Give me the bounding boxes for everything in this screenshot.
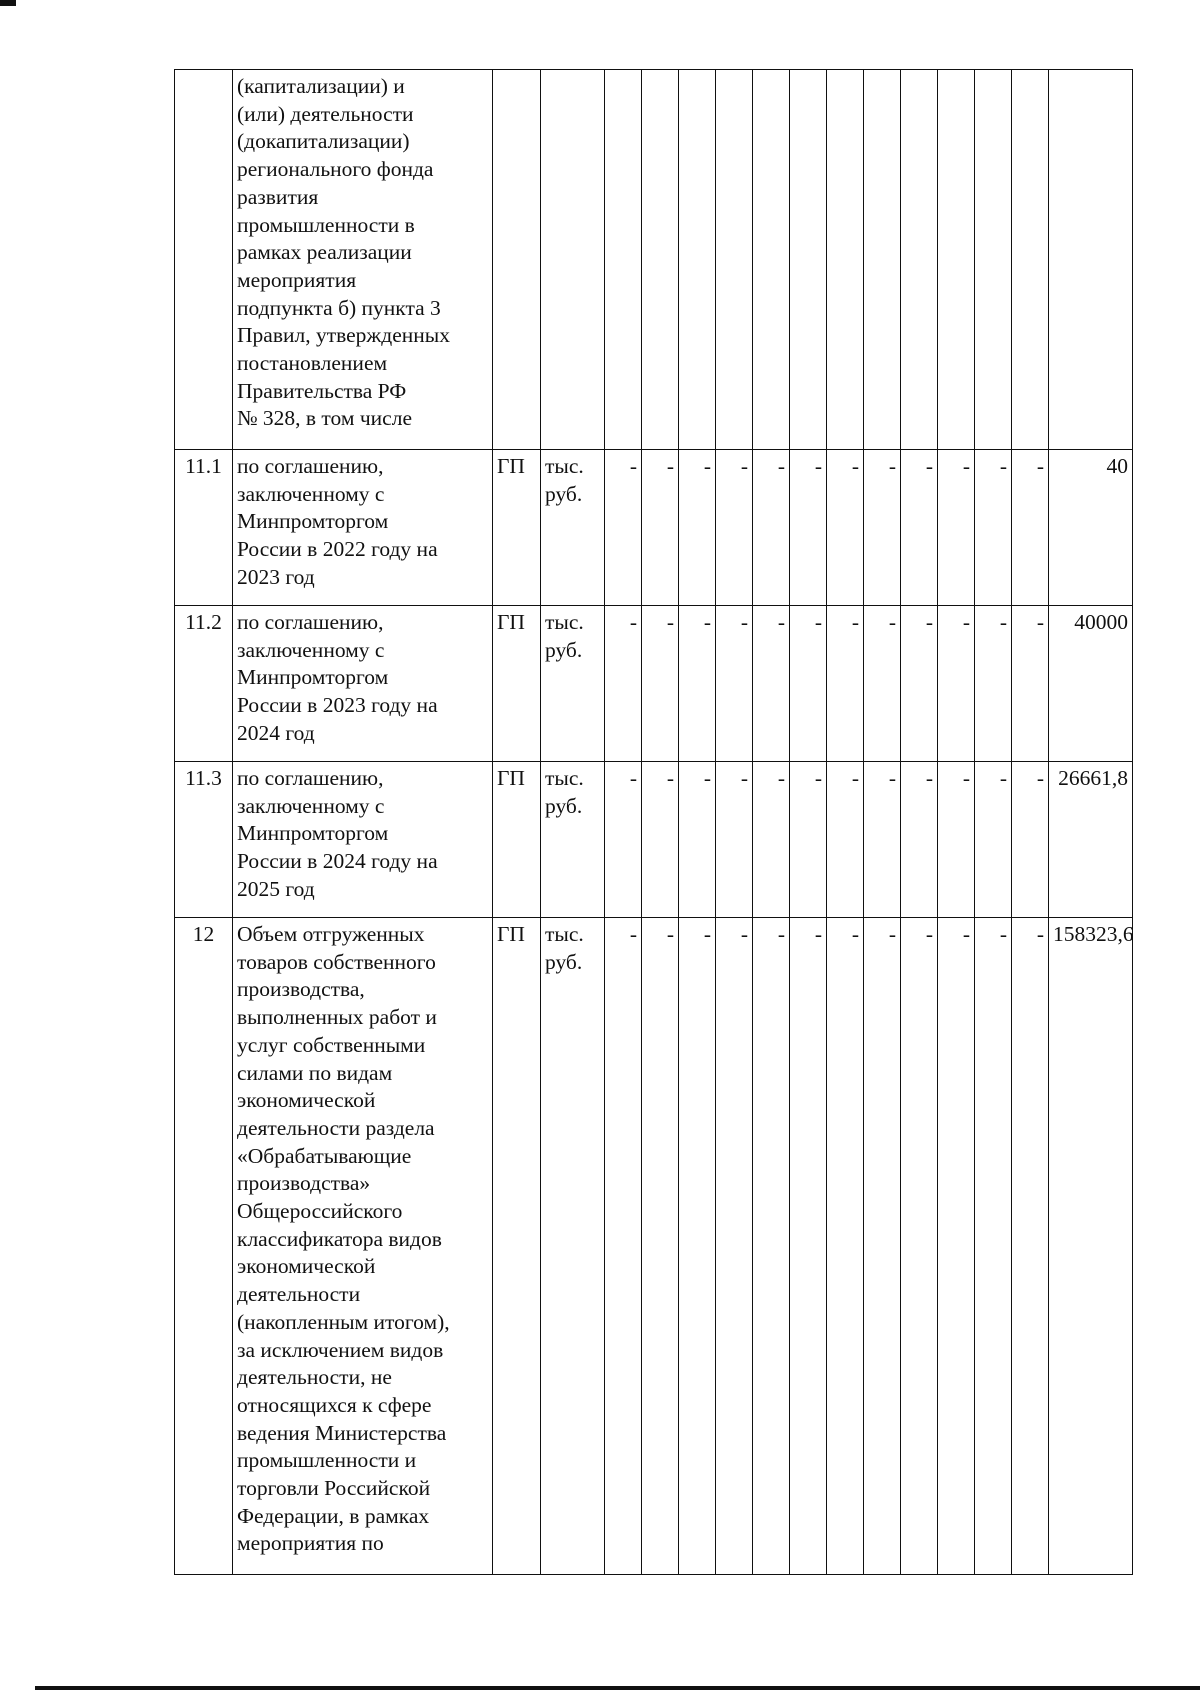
indicator-description: по соглашению, заключенному с Минпромторгом России в 2024 году на 2025 год bbox=[233, 762, 493, 918]
table-row bbox=[175, 70, 1133, 450]
period-value-cell: - bbox=[642, 606, 679, 762]
unit-of-measure: тыс. руб. bbox=[541, 606, 605, 762]
period-value-cell: - bbox=[753, 450, 790, 606]
table-row bbox=[175, 606, 1133, 762]
period-value-cell bbox=[716, 70, 753, 450]
period-value-cell: - bbox=[901, 450, 938, 606]
period-value-cell: - bbox=[679, 450, 716, 606]
row-number: 11.2 bbox=[175, 606, 233, 762]
period-value-cell: - bbox=[827, 450, 864, 606]
period-value-cell: - bbox=[975, 450, 1012, 606]
period-value-cell: - bbox=[901, 762, 938, 918]
total-value: 26661,8 bbox=[1049, 762, 1133, 918]
period-value-cell: - bbox=[716, 450, 753, 606]
period-value-cell: - bbox=[975, 918, 1012, 1575]
period-value-cell: - bbox=[1012, 450, 1049, 606]
total-value: 40 bbox=[1049, 450, 1133, 606]
indicator-description: по соглашению, заключенному с Минпромторгом России в 2022 году на 2023 год bbox=[233, 450, 493, 606]
indicator-description: Объем отгруженных товаров собственного производства, выполненных работ и услуг собственными силами по видам экономической деятельности раздела «Обрабатывающие производства» Общероссийского классификатора видов экономической деятельности (накопленным итогом), за исключением видов деятельности, не относящихся к сфере ведения Министерства промышленности и торговли Российской Федерации, в рамках мероприятия по bbox=[233, 918, 493, 1575]
period-value-cell: - bbox=[1012, 918, 1049, 1575]
row-number: 12 bbox=[175, 918, 233, 1575]
period-value-cell bbox=[827, 70, 864, 450]
responsible-code: ГП bbox=[493, 606, 541, 762]
period-value-cell bbox=[901, 70, 938, 450]
period-value-cell: - bbox=[679, 762, 716, 918]
row-number bbox=[175, 70, 233, 450]
period-value-cell bbox=[975, 70, 1012, 450]
period-value-cell: - bbox=[679, 918, 716, 1575]
period-value-cell: - bbox=[605, 450, 642, 606]
period-value-cell: - bbox=[642, 762, 679, 918]
period-value-cell: - bbox=[938, 762, 975, 918]
period-value-cell: - bbox=[827, 762, 864, 918]
period-value-cell bbox=[864, 70, 901, 450]
period-value-cell: - bbox=[864, 918, 901, 1575]
row-number: 11.3 bbox=[175, 762, 233, 918]
period-value-cell: - bbox=[1012, 606, 1049, 762]
period-value-cell: - bbox=[605, 606, 642, 762]
unit-of-measure: тыс. руб. bbox=[541, 450, 605, 606]
period-value-cell bbox=[1012, 70, 1049, 450]
responsible-code: ГП bbox=[493, 450, 541, 606]
period-value-cell: - bbox=[642, 918, 679, 1575]
period-value-cell bbox=[938, 70, 975, 450]
total-value: 40000 bbox=[1049, 606, 1133, 762]
total-value bbox=[1049, 70, 1133, 450]
responsible-code bbox=[493, 70, 541, 450]
period-value-cell bbox=[642, 70, 679, 450]
period-value-cell: - bbox=[753, 762, 790, 918]
period-value-cell: - bbox=[605, 918, 642, 1575]
period-value-cell bbox=[790, 70, 827, 450]
total-value: 158323,6 bbox=[1049, 918, 1133, 1575]
period-value-cell: - bbox=[605, 762, 642, 918]
period-value-cell: - bbox=[827, 918, 864, 1575]
unit-of-measure bbox=[541, 70, 605, 450]
period-value-cell bbox=[753, 70, 790, 450]
period-value-cell: - bbox=[864, 606, 901, 762]
period-value-cell: - bbox=[716, 918, 753, 1575]
period-value-cell: - bbox=[975, 606, 1012, 762]
period-value-cell: - bbox=[901, 918, 938, 1575]
period-value-cell bbox=[679, 70, 716, 450]
page-bottom-rule bbox=[35, 1686, 1200, 1690]
unit-of-measure: тыс. руб. bbox=[541, 762, 605, 918]
row-number: 11.1 bbox=[175, 450, 233, 606]
period-value-cell: - bbox=[790, 606, 827, 762]
period-value-cell: - bbox=[716, 606, 753, 762]
period-value-cell: - bbox=[642, 450, 679, 606]
responsible-code: ГП bbox=[493, 762, 541, 918]
period-value-cell: - bbox=[716, 762, 753, 918]
period-value-cell: - bbox=[901, 606, 938, 762]
responsible-code: ГП bbox=[493, 918, 541, 1575]
scan-corner-mark bbox=[0, 0, 16, 6]
period-value-cell: - bbox=[790, 918, 827, 1575]
period-value-cell: - bbox=[679, 606, 716, 762]
period-value-cell: - bbox=[790, 762, 827, 918]
table-row bbox=[175, 918, 1133, 1575]
period-value-cell: - bbox=[938, 450, 975, 606]
table-row bbox=[175, 762, 1133, 918]
period-value-cell: - bbox=[753, 918, 790, 1575]
table-row bbox=[175, 450, 1133, 606]
period-value-cell bbox=[605, 70, 642, 450]
period-value-cell: - bbox=[938, 918, 975, 1575]
unit-of-measure: тыс. руб. bbox=[541, 918, 605, 1575]
indicator-description: по соглашению, заключенному с Минпромторгом России в 2023 году на 2024 год bbox=[233, 606, 493, 762]
period-value-cell: - bbox=[1012, 762, 1049, 918]
indicator-table bbox=[174, 69, 1133, 1575]
period-value-cell: - bbox=[753, 606, 790, 762]
period-value-cell: - bbox=[864, 762, 901, 918]
period-value-cell: - bbox=[790, 450, 827, 606]
indicator-description: (капитализации) и (или) деятельности (докапитализации) регионального фонда развития промышленности в рамках реализации мероприятия подпункта б) пункта 3 Правил, утвержденных постановлением Правительства РФ № 328, в том числе bbox=[233, 70, 493, 450]
period-value-cell: - bbox=[938, 606, 975, 762]
period-value-cell: - bbox=[864, 450, 901, 606]
period-value-cell: - bbox=[975, 762, 1012, 918]
period-value-cell: - bbox=[827, 606, 864, 762]
